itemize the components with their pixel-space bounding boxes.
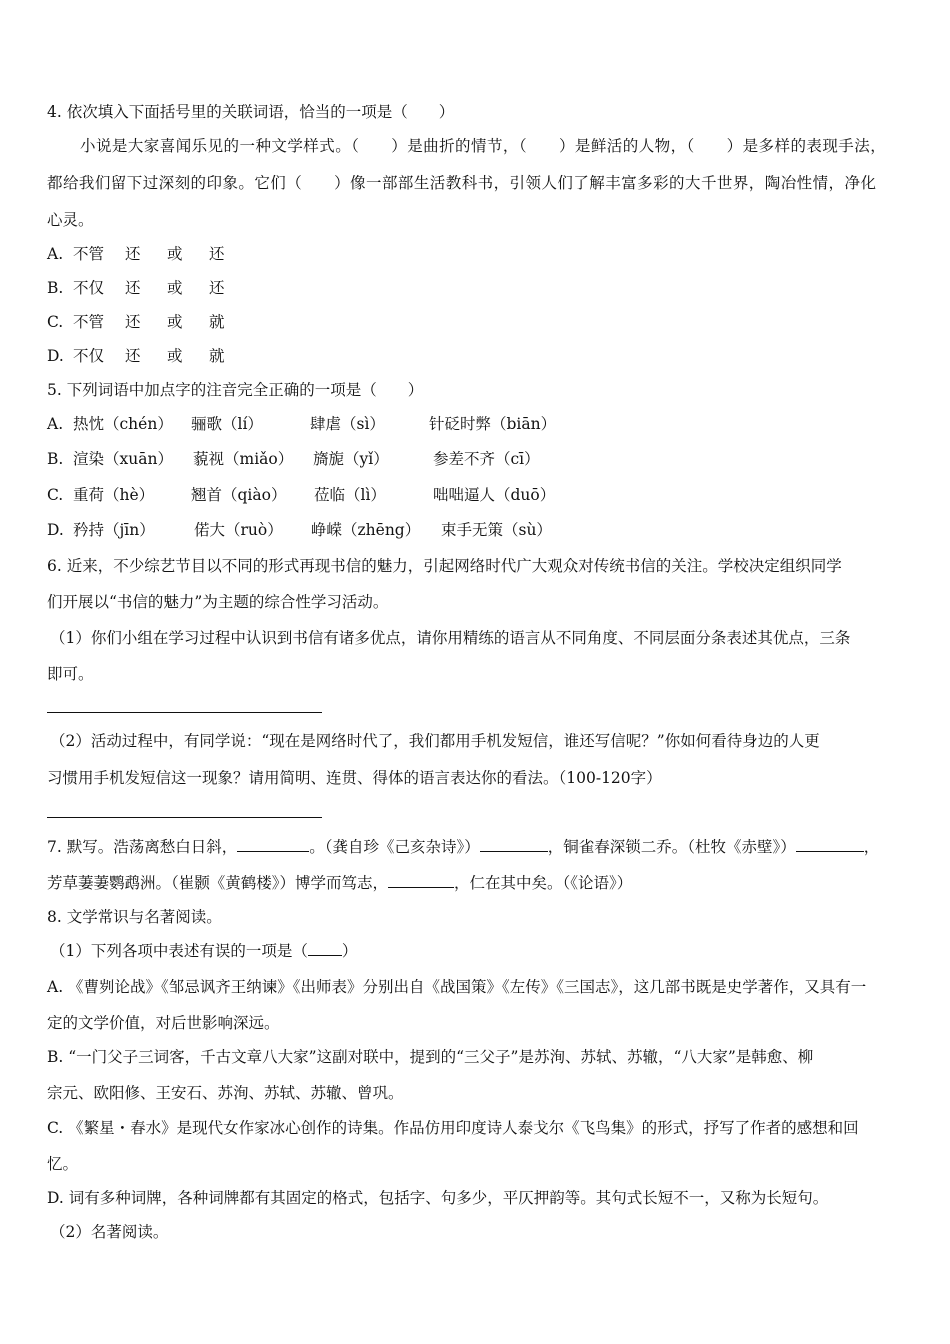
- option-word: 不仅: [73, 279, 105, 297]
- q6-stem-line-1: 6. 近来，不少综艺节目以不同的形式再现书信的魅力，引起网络时代广大观众对传统书信的关注。学校决定组织同学: [47, 557, 842, 575]
- option-item: 渲染（xuān）: [73, 450, 173, 468]
- q8-option-b-line-1: B. “一门父子三词客，千古文章八大家”这副对联中，提到的“三父子”是苏洵、苏轼、苏辙，“八大家”是韩愈、柳: [47, 1048, 814, 1066]
- q7-text: 。（龚自珍《己亥杂诗》）: [309, 838, 480, 856]
- option-word: 不仅: [73, 347, 105, 365]
- option-word: 还: [209, 279, 225, 297]
- q7-text: 7. 默写。浩荡离愁白日斜，: [47, 838, 238, 856]
- q4-option-b[interactable]: [47, 278, 225, 298]
- q4-option-d[interactable]: [47, 346, 225, 366]
- option-word: 不管: [73, 313, 105, 331]
- option-word: 或: [167, 279, 183, 297]
- option-item: 骊歌（lí）: [191, 415, 263, 433]
- option-item: 旖旎（yǐ）: [313, 450, 389, 468]
- option-label: C.: [47, 486, 64, 504]
- option-label: D.: [47, 521, 64, 539]
- q7-text: 芳草萋萋鹦鹉洲。（崔颢《黄鹤楼》）博学而笃志，: [47, 874, 389, 892]
- option-item: 肆虐（sì）: [310, 415, 385, 433]
- option-label: C.: [47, 313, 64, 331]
- option-word: 或: [167, 313, 183, 331]
- q5-option-a[interactable]: [47, 414, 556, 434]
- q6-part1-line-2: 即可。: [47, 665, 94, 683]
- q7-blank-2[interactable]: [480, 851, 548, 852]
- q5-option-d[interactable]: [47, 520, 552, 540]
- option-item: 针砭时弊（biān）: [429, 415, 557, 433]
- q8-text: （1）下列各项中表述有误的一项是（: [50, 942, 308, 960]
- q8-option-a-line-2: 定的文学价值，对后世影响深远。: [47, 1014, 280, 1032]
- option-label: A.: [47, 245, 64, 263]
- q8-option-c-line-1: C. 《繁星・春水》是现代女作家冰心创作的诗集。作品仿用印度诗人泰戈尔《飞鸟集》的形式，抒写了作者的感想和回: [47, 1119, 859, 1137]
- q7-line-2: [47, 873, 632, 893]
- q8-part1-stem: [50, 941, 357, 961]
- q6-part1-line-1: （1）你们小组在学习过程中认识到书信有诸多优点，请你用精练的语言从不同角度、不同层面分条表述其优点，三条: [50, 629, 851, 647]
- q8-option-c-line-2: 忆。: [47, 1155, 79, 1173]
- option-word: 还: [125, 313, 141, 331]
- q4-passage-line-2: 都给我们留下过深刻的印象。它们（ ）像一部部生活教科书，引领人们了解丰富多彩的大千世界，陶冶性情，净化: [47, 174, 877, 192]
- q6-part2-answer-line[interactable]: [47, 817, 322, 818]
- q4-passage-line-1: 小说是大家喜闻乐见的一种文学样式。（ ）是曲折的情节，（ ）是鲜活的人物，（ ）是多样的表现手法，: [80, 137, 887, 155]
- option-item: 参差不齐（cī）: [433, 450, 540, 468]
- q6-part2-line-1: （2）活动过程中，有同学说：“现在是网络时代了，我们都用手机发短信，谁还写信呢？”你如何看待身边的人更: [50, 732, 820, 750]
- option-item: 峥嵘（zhēng）: [311, 521, 421, 539]
- q5-option-c[interactable]: [47, 485, 555, 505]
- option-item: 藐视（miǎo）: [193, 450, 294, 468]
- option-label: B.: [47, 279, 64, 297]
- q6-part2-line-2: 习惯用手机发短信这一现象？请用简明、连贯、得体的语言表达你的看法。（100-120字）: [47, 769, 662, 787]
- q8-stem: 8. 文学常识与名著阅读。: [47, 908, 222, 926]
- q7-text: ，仁在其中矣。（《论语》）: [454, 874, 633, 892]
- q5-stem: 5. 下列词语中加点字的注音完全正确的一项是（ ）: [47, 381, 424, 399]
- option-item: 热忱（chén）: [73, 415, 173, 433]
- option-item: 莅临（lì）: [314, 486, 386, 504]
- option-label: D.: [47, 347, 64, 365]
- option-label: B.: [47, 450, 64, 468]
- q4-stem: 4. 依次填入下面括号里的关联词语，恰当的一项是（ ）: [47, 103, 455, 121]
- q7-text: ，铜雀春深锁二乔。（杜牧《赤壁》）: [547, 838, 796, 856]
- option-label: A.: [47, 415, 64, 433]
- q4-passage-line-3: 心灵。: [47, 211, 94, 229]
- option-word: 或: [167, 347, 183, 365]
- option-word: 就: [209, 347, 225, 365]
- option-item: 偌大（ruò）: [194, 521, 283, 539]
- option-word: 还: [125, 279, 141, 297]
- q7-line-1: [47, 837, 879, 857]
- q4-option-c[interactable]: [47, 312, 225, 332]
- q7-text: ，: [863, 838, 880, 856]
- option-word: 还: [125, 347, 141, 365]
- q7-blank-4[interactable]: [388, 887, 454, 888]
- option-word: 就: [209, 313, 225, 331]
- option-word: 还: [209, 245, 225, 263]
- option-item: 翘首（qiào）: [191, 486, 287, 504]
- option-item: 束手无策（sù）: [441, 521, 552, 539]
- q8-text: ）: [341, 942, 358, 960]
- option-item: 矜持（jīn）: [73, 521, 155, 539]
- option-item: 咄咄逼人（duō）: [433, 486, 556, 504]
- q4-option-a[interactable]: [47, 244, 225, 264]
- q8-option-b-line-2: 宗元、欧阳修、王安石、苏洵、苏轼、苏辙、曾巩。: [47, 1084, 404, 1102]
- option-item: 重荷（hè）: [73, 486, 155, 504]
- q7-blank-1[interactable]: [237, 851, 309, 852]
- q8-option-d: D. 词有多种词牌，各种词牌都有其固定的格式，包括字、句多少，平仄押韵等。其句式长短不一，又称为长短句。: [47, 1189, 829, 1207]
- q7-blank-3[interactable]: [796, 851, 864, 852]
- q6-part1-answer-line[interactable]: [47, 712, 322, 713]
- option-word: 或: [167, 245, 183, 263]
- q8-option-a-line-1: A. 《曹刿论战》《邹忌讽齐王纳谏》《出师表》分别出自《战国策》《左传》《三国志》，这几部书既是史学著作，又具有一: [47, 978, 867, 996]
- q8-part2: （2）名著阅读。: [50, 1223, 169, 1241]
- q6-stem-line-2: 们开展以“书信的魅力”为主题的综合性学习活动。: [47, 593, 389, 611]
- option-word: 还: [125, 245, 141, 263]
- q5-option-b[interactable]: [47, 449, 540, 469]
- option-word: 不管: [73, 245, 105, 263]
- q8-part1-blank[interactable]: [308, 955, 342, 956]
